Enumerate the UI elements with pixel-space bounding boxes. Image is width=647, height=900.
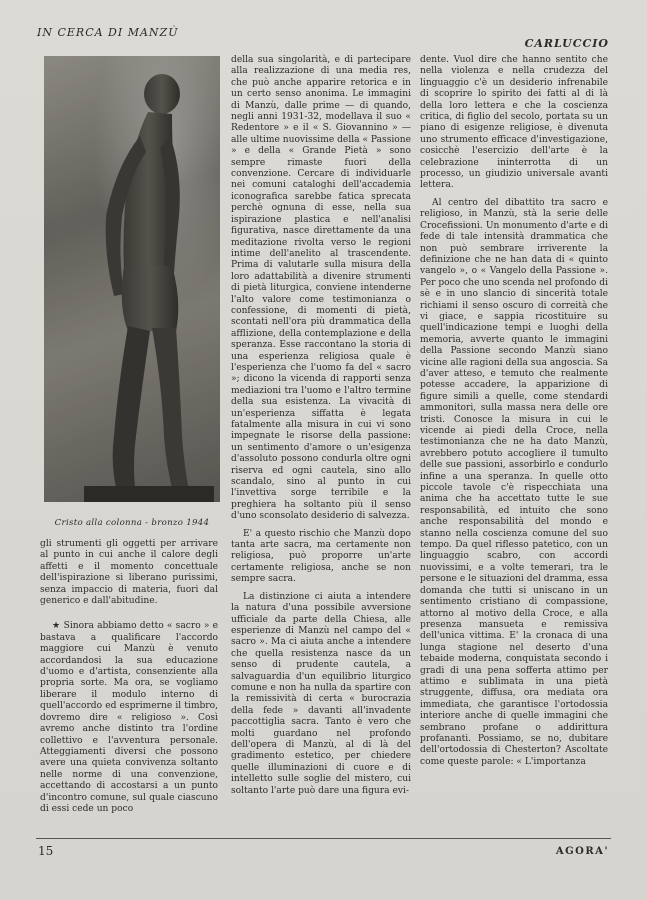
- middle-column-text: [231, 55, 411, 797]
- right-column-text: [420, 55, 608, 768]
- middle-paragraph-3: La distinzione ci aiuta a intendere la natura d'una possibile avversione ufficiale da parte della Chiesa, alle esperienze di Manzù nel campo del « sacro ». Ma ci aiuta anche a intendere che quella resistenza nasce da un senso di prudente cautela, a salvaguardia d'un equilibrio liturgico comune e non ha nulla da spartire con la remissività di certa « burocrazia della fede » davanti all'invadente paccottiglia sacra. Tanto è vero che molti guardano nel profondo dell'opera di Manzù, al di là del gradimento estetico, per chiedere quelle illuminazioni di cuore e di intelletto sulle soglie del mistero, cui soltanto l'arte può dare una figura evi-: [231, 591, 411, 796]
- footer-divider: [36, 838, 611, 839]
- left-paragraph-1: gli strumenti gli oggetti per arrivare al punto in cui anche il calore degli affetti e il momento concettuale dell'ispirazione si liberano purissimi, senza impaccio di materia, fuori dal generico e dall'abitudine.: [40, 539, 218, 607]
- middle-paragraph-2: E' a questo rischio che Manzù dopo tanta arte sacra, ma certamente non religiosa, può proporre un'arte certamente religiosa, anche se non sempre sacra.: [231, 528, 411, 585]
- middle-paragraph-1: della sua singolarità, e di partecipare alla realizzazione di una media res, che può anche apparire retorica e in un certo senso anonima. Le immagini di Manzù, dalle prime — di quando, negli anni 1931-32, modellava il suo « Redentore » e il « S. Giovannino » — alle ultime nuovissime della « Passione » e della « Grande Pietà » sono sempre rimaste fuori della convenzione. Cercare di individuarle nei comuni cataloghi dell'accademia iconografica sarebbe fatica sprecata perchè ognuna di esse, nella sua ispirazione plastica e nell'analisi figurativa, nasce direttamente da una meditazione rivolta verso le regioni intime dell'anelito al trascendente. Prima di valutarle sulla misura della loro adattabilità a divenire strumenti di pietà liturgica, conviene intenderne l'alto valore come testimonianza o confessione, di momenti di pietà, scontati nell'ora più drammatica della afflizione, della contemplazione e della speranza. Esse raccontano la storia di una esperienza religiosa quale è l'esperienza che l'uomo fa del « sacro »; dicono la vicenda di rapporti senza mediazioni tra l'uomo e l'altro termine della sua esistenza. La vivacità di un'esperienza siffatta è legata fatalmente alla misura in cui vi sono impegnate le risorse della passione: un sentimento d'amore o un'esigenza d'assoluto possono condurla oltre ogni riserva ed ogni cautela, sino allo scandalo, sino al punto in cui l'invettiva sorge terribile e la preghiera ha soltanto più il senso d'uno sconsolato desiderio di salvezza.: [231, 55, 411, 522]
- left-column-text: [40, 539, 218, 815]
- figure-caption: Cristo alla colonna - bronzo 1944: [54, 518, 210, 528]
- sculpture-figure-icon: [44, 56, 220, 502]
- page-number: 15: [38, 844, 54, 858]
- right-paragraph-1: dente. Vuol dire che hanno sentito che nella violenza e nella crudezza del linguaggio c'è un desiderio infrenabile di scoprire lo spirito dei fatti al di là della loro lettera e che la coscienza critica, di figlio del secolo, portata su un piano di esigenze religiose, è divenuta uno strumento efficace d'investigazione, cosicchè l'esercizio dell'arte è la celebrazione ininterrotta di un processo, un giudizio universale avanti lettera.: [420, 55, 608, 191]
- sculpture-photo: [44, 56, 220, 502]
- running-head-title: IN CERCA DI MANZÙ: [37, 26, 179, 39]
- left-paragraph-2: ★ Sinora abbiamo detto « sacro » e bastava a qualificare l'accordo maggiore cui Manzù è venuto accordandosi la sua educazione d'uomo e d'artista, consenziente alla propria sorte. Ma ora, se vogliamo liberare il modulo interno di quell'accordo ed esprimerne il timbro, dovremo dire « religioso ». Così avremo anche distinto tra l'ordine collettivo e l'avventura personale. Atteggiamenti diversi che possono avere una quieta convivenza soltanto nelle norme di una convenzione, accettando di accostarsi a un punto d'incontro comune, sul quale ciascuno di essi cede un poco: [40, 621, 218, 814]
- magazine-name: AGORA': [555, 846, 609, 857]
- running-head-author: CARLUCCIO: [524, 37, 609, 50]
- right-paragraph-2: Al centro del dibattito tra sacro e religioso, in Manzù, stà la serie delle Crocefissioni. Un monumento d'arte e di fede di tale intensità drammatica che non può sembrare irriverente la definizione che ne han data di « quinto vangelo », o « Vangelo della Passione ». Per poco che uno scenda nel profondo di sè e in uno slancio di sincerità totale richiami il senso oscuro di correità che vi giace, e sappia ricostituire su quell'indicazione tempi e luoghi della memoria, avverte quanto le immagini della Passione secondo Manzù siano vicine alle ragioni della sua angoscia. Sa d'aver atteso, e temuto che realmente potesse accadere, la apparizione di figure simili a quelle, come stendardi ammonitori, sulla massa nera delle ore tristi. Conosce la misura in cui le vicende ai piedi della Croce, nella testimonianza che ne ha dato Manzù, avrebbero potuto accogliere il tumulto delle sue passioni, assorbirlo e condurlo infine a una speranza. In quelle otto piccole tavole c'è rispecchiata una anima che ha accettato tutte le sue responsabilità, ed intuito che sono anche responsabilità del mondo e stanno nella coscienza comune del suo tempo. Da quel riflesso patetico, con un linguaggio scabro, con accordi nuovissimi, e a volte temerari, tra le persone e le situazioni del dramma, essa domanda che tutti si uniscano in un sentimento cristiano di compassione, attorno al motivo della Croce, e alla presenza mansueta e remissiva dell'unica vittima. E' la cronaca di una lunga stagione nel deserto d'una tebaide moderna, conquistata secondo i gradi di una pena sofferta attimo per attimo e sublimata in una pietà struggente, diffusa, ora mediata ora immediata, che garantisce l'ortodossia interiore anche di quelle immagini che sembrano profane o addirittura profananti. Possiamo, se no, dubitare dell'ortodossia di Chesterton? Ascoltate come queste parole: « L'importanza: [420, 197, 608, 767]
